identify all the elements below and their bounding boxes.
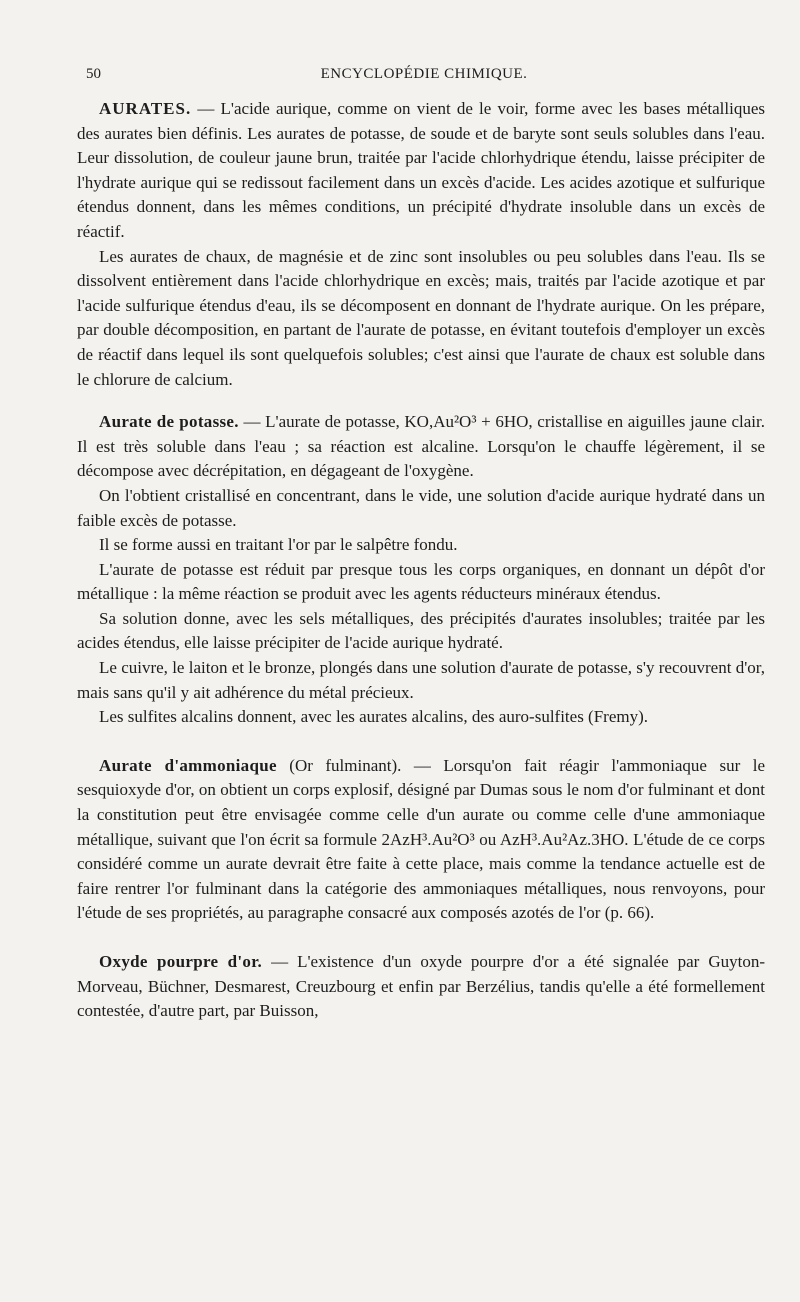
paragraph-text: — L'existence d'un oxyde pourpre d'or a été signalée par Guyton-Morveau, Büchner, Desmarest, Creuzbourg et enfin par Berzélius, tandis qu'elle a été formellement contestée, d'autre part, par Buisson, (77, 952, 765, 1021)
paragraph-oxyde-pourpre (77, 950, 765, 1024)
paragraph-text: — L'aurate de potasse, KO,Au²O³ + 6HO, cristallise en aiguilles jaune clair. Il est très soluble dans l'eau ; sa réaction est alcaline. Lorsqu'on le chauffe légèrement, il se décompose avec décrépitation, en dégageant de l'oxygène. (77, 412, 765, 481)
paragraph-cuivre (77, 656, 765, 705)
heading-aurates: AURATES. (99, 99, 192, 118)
page-header (86, 66, 762, 88)
paragraph-text: Sa solution donne, avec les sels métalliques, des précipités d'aurates insolubles; traitée par les acides étendus, elle laisse précipiter de l'acide aurique hydraté. (77, 608, 765, 653)
paragraph-sulfites (77, 705, 765, 730)
paragraph-text: (Or fulminant). — Lorsqu'on fait réagir l'ammoniaque sur le sesquioxyde d'or, on obtient un corps explosif, désigné par Dumas sous le nom d'or fulminant et dont la constitution peut être envisagée comme celle d'un aurate ou comme celle d'une ammoniaque métallique, suivant que l'on écrit sa formule 2AzH³.Au²O³ ou AzH³.Au²Az.3HO. L'étude de ce corps considéré comme un aurate devrait être faite à cette place, mais comme la tendance actuelle est de faire rentrer l'or fulminant dans la catégorie des ammoniaques métalliques, nous renvoyons, pour l'étude de ses propriétés, au paragraphe consacré aux composés azotés de l'or (p. 66). (77, 755, 765, 923)
heading-oxyde-pourpre: Oxyde pourpre d'or. (99, 952, 263, 971)
paragraph-aurate-de-potasse (77, 410, 765, 484)
paragraph-reduction (77, 558, 765, 607)
paragraph-aurates (77, 97, 765, 245)
page-number: 50 (86, 66, 101, 82)
paragraph-text: Il se forme aussi en traitant l'or par le salpêtre fondu. (99, 535, 458, 555)
paragraph-text: On l'obtient cristallisé en concentrant, dans le vide, une solution d'acide aurique hydraté dans un faible excès de potasse. (77, 485, 765, 530)
paragraph-text: Les aurates de chaux, de magnésie et de zinc sont insolubles ou peu solubles dans l'eau. Ils se dissolvent entièrement dans l'acide chlorhydrique en excès; mais, traités par l'acide azotique et par l'acide sulfurique étendus d'eau, ils se décomposent en donnant de l'hydrate aurique. On les prépare, par double décomposition, en partant de l'aurate de potasse, en évitant toutefois d'employer un excès de réactif dans lequel ils sont quelquefois solubles; c'est ainsi que l'aurate de chaux est soluble dans le chlorure de calcium. (77, 246, 765, 389)
heading-aurate-de-potasse: Aurate de potasse. (99, 412, 239, 432)
heading-aurate-ammoniaque: Aurate d'ammoniaque (99, 755, 277, 775)
paragraph-preparation (77, 484, 765, 533)
paragraph-text: Le cuivre, le laiton et le bronze, plongés dans une solution d'aurate de potasse, s'y recouvrent d'or, mais sans qu'il y ait adhérence du métal précieux. (77, 658, 765, 702)
paragraph-aurates-insolubles (77, 245, 765, 393)
page-body (77, 97, 765, 1024)
paragraph-text: L'aurate de potasse est réduit par presque tous les corps organiques, en donnant un dépôt d'or métallique : la même réaction se produit avec les agents réducteurs minéraux étendus. (77, 559, 765, 604)
paragraph-salpetre (77, 533, 765, 558)
paragraph-aurate-ammoniaque (77, 754, 765, 926)
running-title: ENCYCLOPÉDIE CHIMIQUE. (320, 66, 528, 82)
paragraph-solution (77, 607, 765, 656)
paragraph-text: — L'acide aurique, comme on vient de le voir, forme avec les bases métalliques des aurates bien définis. Les aurates de potasse, de soude et de baryte sont seuls solubles dans l'eau. Leur dissolution, de couleur jaune brun, traitée par l'acide chlorhydrique étendu, laisse précipiter de l'hydrate aurique qui se redissout facilement dans un excès d'acide. Les acides azotique et sulfurique étendus donnent, dans les mêmes conditions, un précipité d'hydrate insoluble dans un excès de réactif. (77, 99, 765, 241)
paragraph-text: Les sulfites alcalins donnent, avec les aurates alcalins, des auro-sulfites (Fremy). (99, 707, 649, 727)
